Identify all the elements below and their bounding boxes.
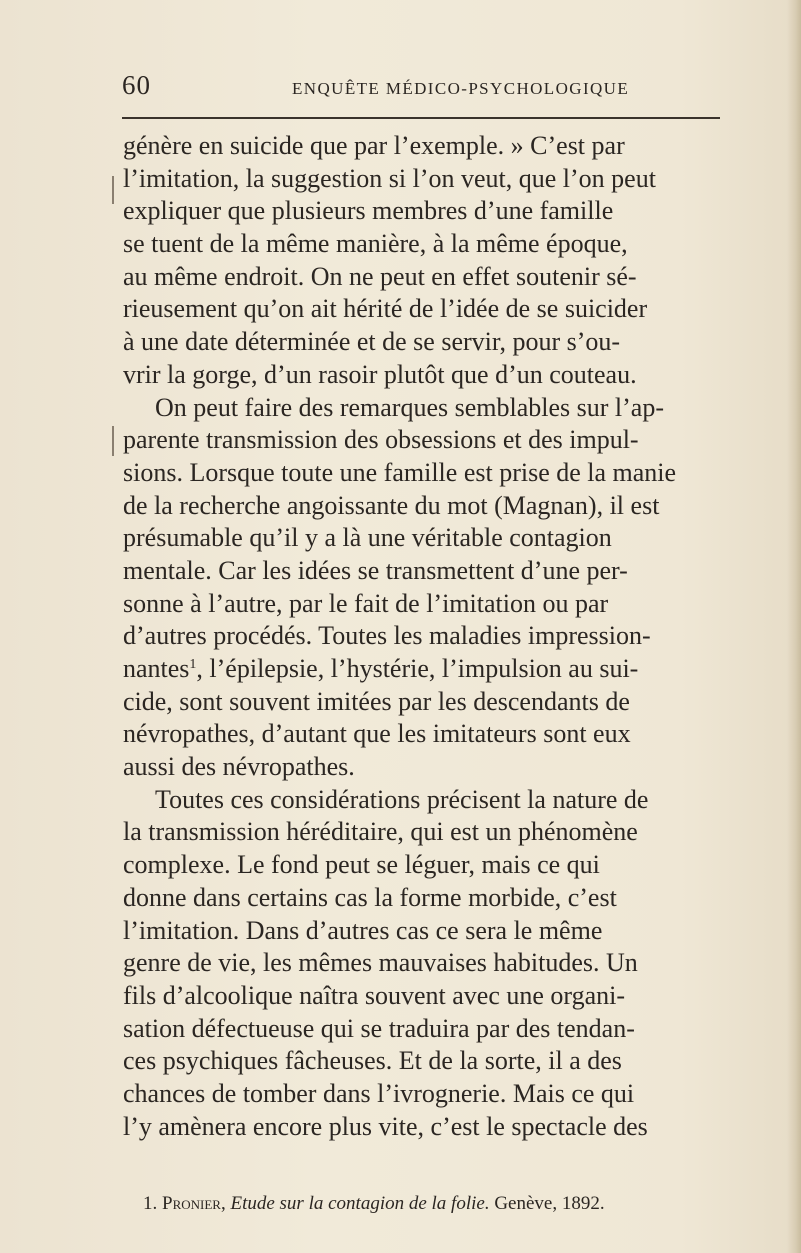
text-line: sonne à l’autre, par le fait de l’imitation ou par [123, 588, 609, 618]
footnote-author: Pronier, [162, 1193, 226, 1214]
text-line: au même endroit. On ne peut en effet soutenir sé- [123, 261, 637, 291]
page-number: 60 [122, 70, 151, 100]
text-line: d’autres procédés. Toutes les maladies impression- [123, 621, 651, 651]
header-rule [122, 117, 720, 119]
text-line: donne dans certains cas la forme morbide, c’est [123, 882, 617, 912]
text-line: genre de vie, les mêmes mauvaises habitudes. Un [123, 948, 638, 978]
text-line: parente transmission des obsessions et des impul- [123, 425, 639, 455]
text-line: ces psychiques fâcheuses. Et de la sorte, il a des [123, 1046, 622, 1076]
text-line: On peut faire des remarques semblables sur l’ap- [155, 392, 664, 422]
footnote-ref: 1 [189, 657, 197, 672]
text-line: présumable qu’il y a là une véritable contagion [123, 523, 612, 553]
text-fragment: l’épilepsie, l’hystérie, l’impulsion au sui- [209, 654, 639, 683]
text-line: aussi des névropathes. [123, 752, 355, 782]
page-edge-shadow [787, 0, 801, 1253]
text-line: la transmission héréditaire, qui est un phénomène [123, 817, 638, 847]
text-line: cide, sont souvent imitées par les descendants de [123, 686, 630, 716]
text-line: à une date déterminée et de se servir, pour s’ou- [123, 327, 621, 357]
text-line: Toutes ces considérations précisent la nature de [155, 784, 649, 814]
text-line: génère en suicide que par l’exemple. » C’est par [123, 131, 625, 160]
margin-pencil-mark [112, 176, 114, 204]
footnote-number: 1. [143, 1193, 158, 1214]
text-line: sions. Lorsque toute une famille est prise de la manie [123, 457, 677, 487]
footnote-title: Etude sur la contagion de la folie. [230, 1193, 490, 1214]
text-line: complexe. Le fond peut se léguer, mais ce qui [123, 850, 600, 880]
text-line: chances de tomber dans l’ivrognerie. Mais ce qui [123, 1078, 635, 1108]
text-line: de la recherche angoissante du mot (Magnan), il est [123, 490, 660, 520]
body-text [123, 130, 733, 1143]
text-line: l’imitation, la suggestion si l’on veut, que l’on peut [123, 163, 656, 193]
running-title: ENQUÊTE MÉDICO-PSYCHOLOGIQUE [292, 79, 630, 98]
text-line: sation défectueuse qui se traduira par des tendan- [123, 1013, 635, 1043]
text-line: se tuent de la même manière, à la même époque, [123, 229, 628, 259]
text-line: fils d’alcoolique naîtra souvent avec une organi- [123, 980, 626, 1010]
text-line: expliquer que plusieurs membres d’une famille [123, 196, 614, 226]
text-line: l’y amènera encore plus vite, c’est le spectacle des [123, 1111, 648, 1141]
text-line: vrir la gorge, d’un rasoir plutôt que d’un couteau. [123, 359, 637, 389]
footnote-place-year: Genève, 1892. [494, 1193, 605, 1214]
text-line: nantes$^1$, l’épilepsie, l’hystérie, l’impulsion au sui- [123, 654, 639, 683]
text-line: mentale. Car les idées se transmettent d’une per- [123, 555, 628, 585]
text-line: l’imitation. Dans d’autres cas ce sera le même [123, 915, 603, 945]
text-fragment: nantes [123, 654, 190, 683]
footnote [143, 1192, 605, 1216]
text-line: névropathes, d’autant que les imitateurs sont eux [123, 719, 631, 749]
page-header [122, 70, 722, 110]
margin-pencil-mark [112, 426, 114, 456]
text-line: rieusement qu’on ait hérité de l’idée de se suicider [123, 294, 648, 324]
